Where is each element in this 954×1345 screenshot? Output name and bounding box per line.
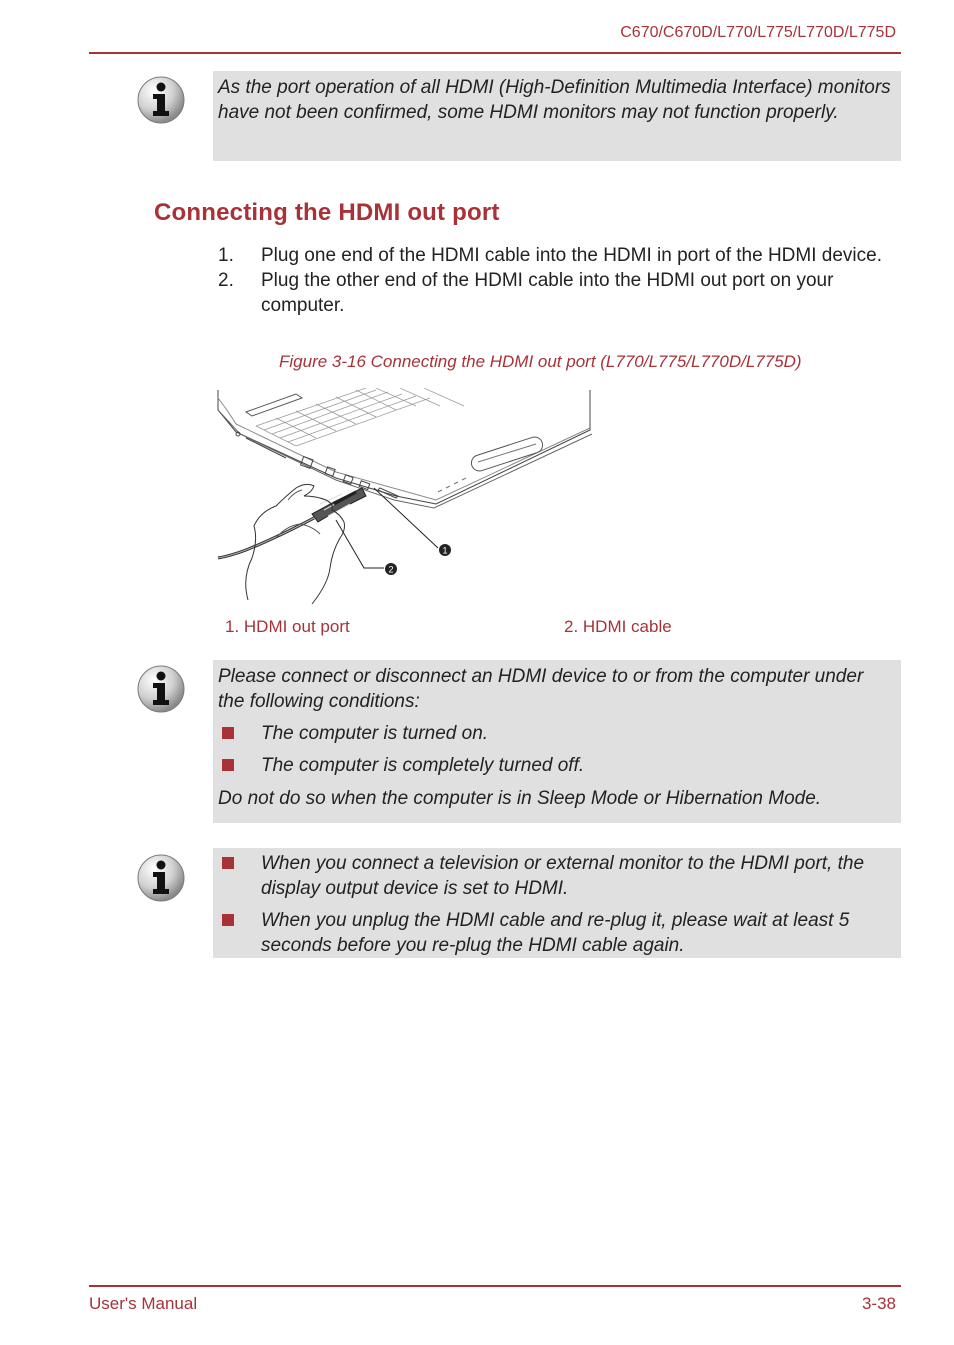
step-number: 1.	[218, 245, 234, 266]
note-box-hdmi-compatibility	[213, 71, 901, 161]
header-model-list: C670/C670D/L770/L775/L770D/L775D	[620, 24, 896, 41]
bullet-square-icon	[222, 727, 234, 739]
note-bullet	[218, 753, 891, 778]
laptop-hdmi-illustration	[216, 388, 594, 608]
info-icon	[136, 75, 186, 125]
footer-manual-title: User's Manual	[89, 1294, 198, 1313]
step-item	[218, 243, 898, 268]
note-bullet-text: The computer is completely turned off.	[261, 755, 585, 776]
bullet-square-icon	[222, 857, 234, 869]
step-number: 2.	[218, 270, 234, 291]
bullet-square-icon	[222, 759, 234, 771]
legend-item-hdmi-port: 1. HDMI out port	[225, 617, 350, 636]
note-bullet	[218, 721, 891, 746]
legend-item-hdmi-cable: 2. HDMI cable	[564, 617, 672, 636]
note-bullet	[218, 851, 891, 901]
callout-2: 2	[388, 564, 394, 575]
note-text: As the port operation of all HDMI (High-Definition Multimedia Interface) monitors have not been confirmed, some HDMI monitors may not function properly.	[218, 77, 891, 123]
note-intro: Please connect or disconnect an HDMI device to or from the computer under the following conditions:	[218, 666, 864, 712]
step-text: Plug one end of the HDMI cable into the HDMI in port of the HDMI device.	[261, 245, 882, 266]
figure-caption: Figure 3-16 Connecting the HDMI out port (L770/L775/L770D/L775D)	[279, 352, 802, 371]
note-bullet-text: The computer is turned on.	[261, 723, 489, 744]
note-box-connect-conditions	[213, 660, 901, 823]
step-item	[218, 268, 898, 318]
section-title: Connecting the HDMI out port	[154, 199, 500, 226]
info-icon	[136, 853, 186, 903]
bullet-square-icon	[222, 914, 234, 926]
note-bullet	[218, 908, 891, 958]
step-text: Plug the other end of the HDMI cable into the HDMI out port on your computer.	[261, 270, 834, 316]
steps-list	[218, 243, 898, 318]
footer-page-number: 3-38	[861, 1294, 896, 1313]
callout-1: 1	[442, 545, 448, 556]
note-bullet-text: When you connect a television or external monitor to the HDMI port, the display output device is set to HDMI.	[261, 853, 865, 899]
note-bullet-text: When you unplug the HDMI cable and re-plug it, please wait at least 5 seconds before you re-plug the HDMI cable again.	[261, 910, 850, 956]
info-icon	[136, 664, 186, 714]
header-rule	[89, 52, 901, 54]
note-box-hdmi-tips	[213, 848, 901, 958]
footer-rule	[89, 1285, 901, 1287]
note-outro: Do not do so when the computer is in Sleep Mode or Hibernation Mode.	[218, 788, 822, 809]
